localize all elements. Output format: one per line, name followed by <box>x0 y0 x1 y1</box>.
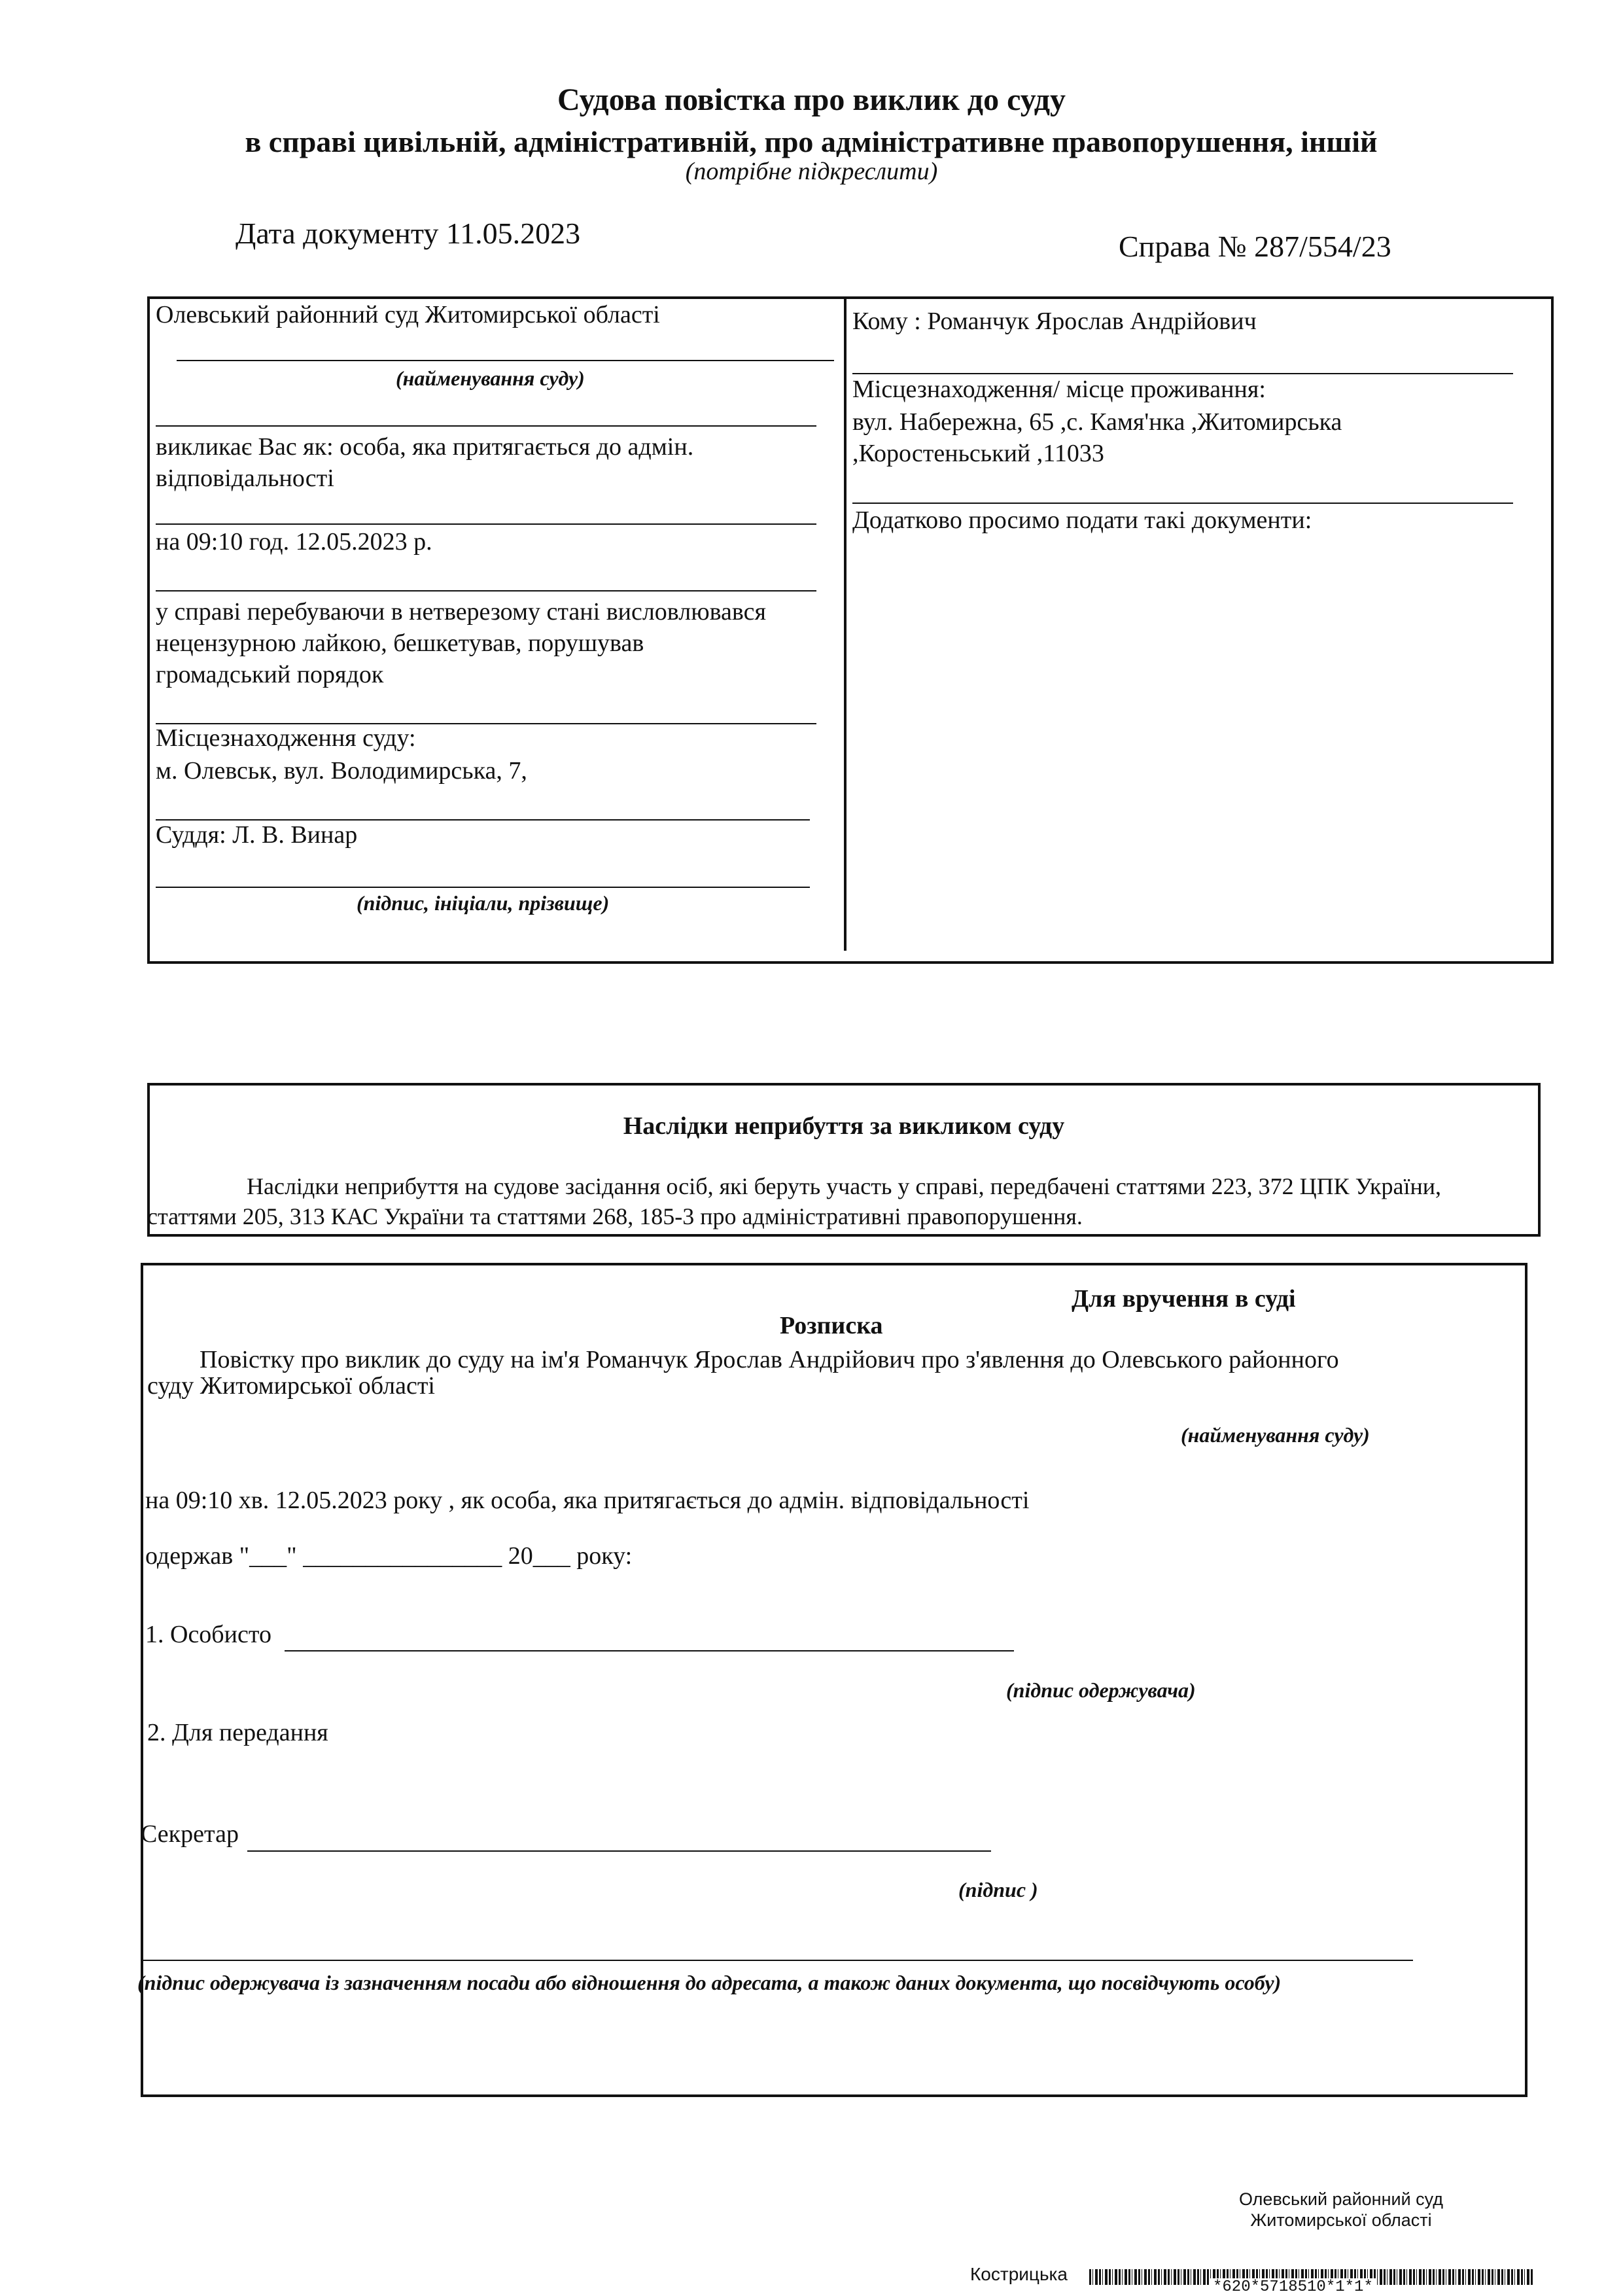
receipt-time-line: на 09:10 хв. 12.05.2023 року , як особа, яка притягається до адмін. відповідальності <box>145 1487 1030 1514</box>
document-subtitle: в справі цивільній, адміністративній, про адміністративне правопорушення, іншій <box>245 125 1378 158</box>
personally-label: 1. Особисто <box>145 1621 271 1648</box>
secretary-label: Секретар <box>141 1820 239 1848</box>
judge-name: Суддя: Л. В. Винар <box>156 821 358 849</box>
court-location-label: Місцезнаходження суду: <box>156 724 416 752</box>
judge-caption: (підпис, ініціали, прізвище) <box>357 891 610 915</box>
court-stamp-line1: Олевський районний суд <box>1238 2189 1444 2209</box>
summons-role-line1: викликає Вас як: особа, яка притягається до адмін. <box>156 433 694 461</box>
secretary-signature-line[interactable] <box>247 1850 991 1852</box>
divider-line <box>156 523 816 525</box>
document-date: Дата документу 11.05.2023 <box>236 217 581 250</box>
receipt-footer-note: (підпис одержувача із зазначенням посади або відношення до адресата, а також даних документа, що посвідчують особу) <box>137 1971 1282 1994</box>
case-description-line2: нецензурною лайкою, бешкетував, порушував <box>156 629 644 657</box>
consequences-text-line1: Наслідки неприбуття на судове засідання осіб, які беруть участь у справі, передбачені статтями 223, 372 ЦПК України, <box>247 1173 1441 1199</box>
court-stamp-line2: Житомирської області <box>1250 2210 1432 2230</box>
consequences-title: Наслідки неприбуття за викликом суду <box>623 1112 1065 1140</box>
recipient-location-label: Місцезнаходження/ місце проживання: <box>852 376 1266 403</box>
underline-note: (потрібне підкреслити) <box>685 158 938 185</box>
court-name-line <box>177 360 834 361</box>
receipt-text-line2: суду Житомирської області <box>147 1372 435 1400</box>
case-description-line1: у справі перебуваючи в нетверезому стані висловлювався <box>156 598 766 626</box>
court-caption: (найменування суду) <box>396 366 585 390</box>
divider-line <box>156 590 816 592</box>
summons-role-line2: відповідальності <box>156 465 334 492</box>
for-transfer-label: 2. Для передання <box>147 1719 328 1746</box>
divider-line <box>852 503 1513 504</box>
footer-note-line <box>141 1960 1413 1961</box>
extra-documents-label: Додатково просимо подати такі документи: <box>852 506 1312 534</box>
recipient-address-line1: вул. Набережна, 65 ,с. Камя'нка ,Житомирська <box>852 408 1342 436</box>
clerk-name: Кострицька <box>970 2264 1068 2284</box>
secretary-signature-caption: (підпис ) <box>958 1878 1038 1901</box>
recipient-name: Кому : Романчук Ярослав Андрійович <box>852 308 1257 335</box>
receipt-court-caption: (найменування суду) <box>1181 1423 1370 1447</box>
court-name: Олевський районний суд Житомирської області <box>156 301 660 328</box>
recipient-address-line2: ,Коростеньський ,11033 <box>852 440 1104 467</box>
consequences-text-line2: статтями 205, 313 КАС України та статтями 268, 185-3 про адміністративні правопорушення. <box>147 1203 1083 1229</box>
barcode-number: *620*5718510*1*1* <box>1210 2278 1376 2296</box>
hearing-time: на 09:10 год. 12.05.2023 р. <box>156 528 432 556</box>
signature-line <box>156 887 810 888</box>
summons-divider <box>844 296 846 951</box>
received-date-line: одержав "___" ________________ 20___ року: <box>145 1542 633 1570</box>
document-title: Судова повістка про виклик до суду <box>557 82 1066 117</box>
case-description-line3: громадський порядок <box>156 661 384 688</box>
for-delivery-label: Для вручення в суді <box>1072 1285 1296 1313</box>
recipient-signature-caption: (підпис одержувача) <box>1006 1678 1196 1702</box>
case-number: Справа № 287/554/23 <box>1119 230 1391 263</box>
court-address: м. Олевськ, вул. Володимирська, 7, <box>156 757 527 785</box>
receipt-title: Розписка <box>780 1312 883 1339</box>
divider-line <box>156 425 816 427</box>
receipt-text-line1: Повістку про виклик до суду на ім'я Романчук Ярослав Андрійович про з'явлення до Олевського районного <box>200 1346 1339 1373</box>
personal-signature-line[interactable] <box>285 1650 1014 1651</box>
